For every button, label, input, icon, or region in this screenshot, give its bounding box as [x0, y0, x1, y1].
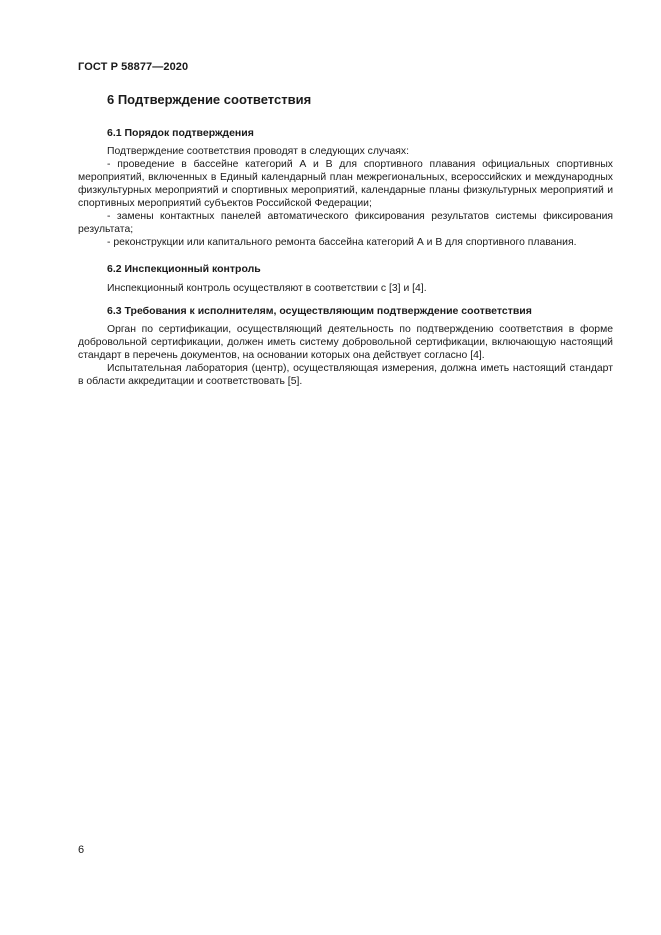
- list-item: - проведение в бассейне категорий А и В для спортивного плавания официальных спортивных мероприятий, включенных в Единый календарный план межрегиональных, всероссийских и международных физкультурных мероприятий и спортивных мероприятий, календарные планы физкультурных мероприятий и спортивных мероприятий субъектов Российской Федерации;: [78, 159, 613, 209]
- document-header: ГОСТ Р 58877—2020: [78, 61, 189, 73]
- list-item: - замены контактных панелей автоматического фиксирования результатов системы фиксирования результата;: [78, 211, 613, 235]
- subsection-6-1-title: 6.1 Порядок подтверждения: [107, 127, 254, 139]
- subsection-6-2-title: 6.2 Инспекционный контроль: [107, 263, 261, 275]
- page-number: 6: [78, 844, 85, 856]
- paragraph: Испытательная лаборатория (центр), осуществляющая измерения, должна иметь настоящий стандарт в области аккредитации и соответствовать [5].: [78, 363, 613, 387]
- subsection-6-1-body: [78, 145, 613, 249]
- section-title: 6 Подтверждение соответствия: [107, 92, 312, 107]
- subsection-6-2-body: [78, 282, 613, 295]
- subsection-6-3-body: [78, 323, 613, 388]
- intro-paragraph: Подтверждение соответствия проводят в следующих случаях:: [107, 146, 410, 157]
- list-item: - реконструкции или капитального ремонта бассейна категорий А и В для спортивного плавания.: [107, 237, 577, 248]
- paragraph: Орган по сертификации, осуществляющий деятельность по подтверждению соответствия в форме добровольной сертификации, должен иметь систему добровольной сертификации, включающую настоящий стандарт в перечень документов, на основании которых она действует согласно [4].: [78, 324, 613, 361]
- subsection-6-3-title: 6.3 Требования к исполнителям, осуществляющим подтверждение соответствия: [107, 305, 532, 317]
- paragraph: Инспекционный контроль осуществляют в соответствии с [3] и [4].: [107, 283, 427, 294]
